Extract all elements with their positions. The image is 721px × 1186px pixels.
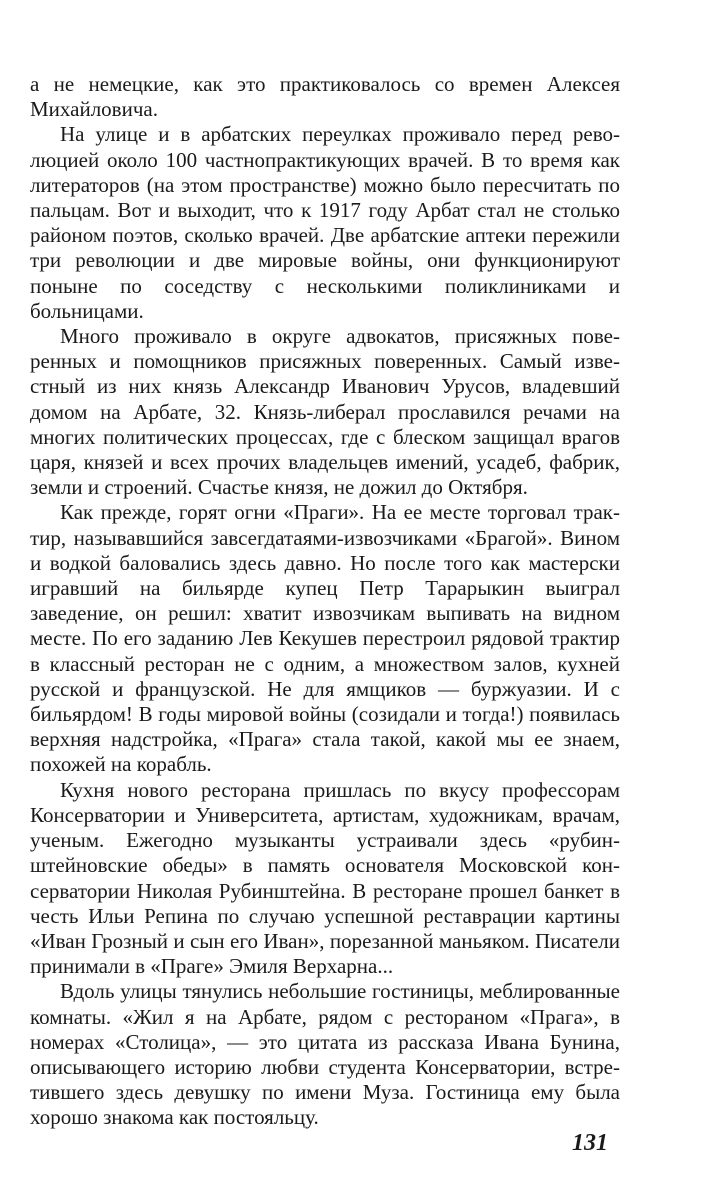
paragraph-hotels: Вдоль улицы тянулись небольшие гостиницы, меблированные комнаты. «Жил я на Арбате, рядом с рестораном «Прага», в номерах «Столица», — это цитата из рассказа Ивана Бунина, описывающего историю любви студента Консерватории, встретившего здесь девушку по имени Муза. Гостиница ему была хорошо знакома как постояльцу. <box>30 979 620 1130</box>
paragraph-continuation: а не немецкие, как это практиковалось со времен Алексея Михайловича. <box>30 72 620 122</box>
page-number: 131 <box>572 1130 608 1156</box>
body-text <box>30 72 620 1131</box>
paragraph-praga: Как прежде, горят огни «Праги». На ее месте торговал трактир, называвшийся завсегдатаями-извозчиками «Брагой». Вином и водкой баловались здесь давно. Но после того как мастерски игравший на бильярде купец Петр Тарарыкин выиграл заведение, он решил: хватит извозчикам выпивать на видном месте. По его заданию Лев Кекушев перестроил рядовой трактир в классный ресторан не с одним, а множеством залов, кухней русской и французской. Не для ямщиков — буржуазии. И с бильярдом! В годы мировой войны (созидали и тогда!) появилась верхняя надстройка, «Прага» стала такой, какой мы ее знаем, похожей на корабль. <box>30 500 620 777</box>
paragraph-doctors: На улице и в арбатских переулках проживало перед революцией около 100 частнопрактикующих врачей. В то время как литераторов (на этом пространстве) можно было пересчитать по пальцам. Вот и выходит, что к 1917 году Арбат стал не столько районом поэтов, сколько врачей. Две арбатские аптеки пережили три революции и две мировые войны, они функционируют поныне по соседству с несколькими поликлиниками и больницами. <box>30 122 620 323</box>
paragraph-lawyers: Много проживало в округе адвокатов, присяжных поверенных и помощников присяжных поверенных. Самый известный из них князь Александр Иванович Урусов, владевший домом на Арбате, 32. Князь-либерал прославился речами на многих политических процессах, где с блеском защищал врагов царя, князей и всех прочих владельцев имений, усадеб, фабрик, земли и строений. Счастье князя, не дожил до Октября. <box>30 324 620 500</box>
paragraph-restaurant-kitchen: Кухня нового ресторана пришлась по вкусу профессорам Консерватории и Университета, артистам, художникам, врачам, ученым. Ежегодно музыканты устраивали здесь «рубинштейновские обеды» в память основателя Московской консерватории Николая Рубинштейна. В ресторане прошел банкет в честь Ильи Репина по случаю успешной реставрации картины «Иван Грозный и сын его Иван», порезанной маньяком. Писатели принимали в «Праге» Эмиля Верхарна... <box>30 777 620 979</box>
